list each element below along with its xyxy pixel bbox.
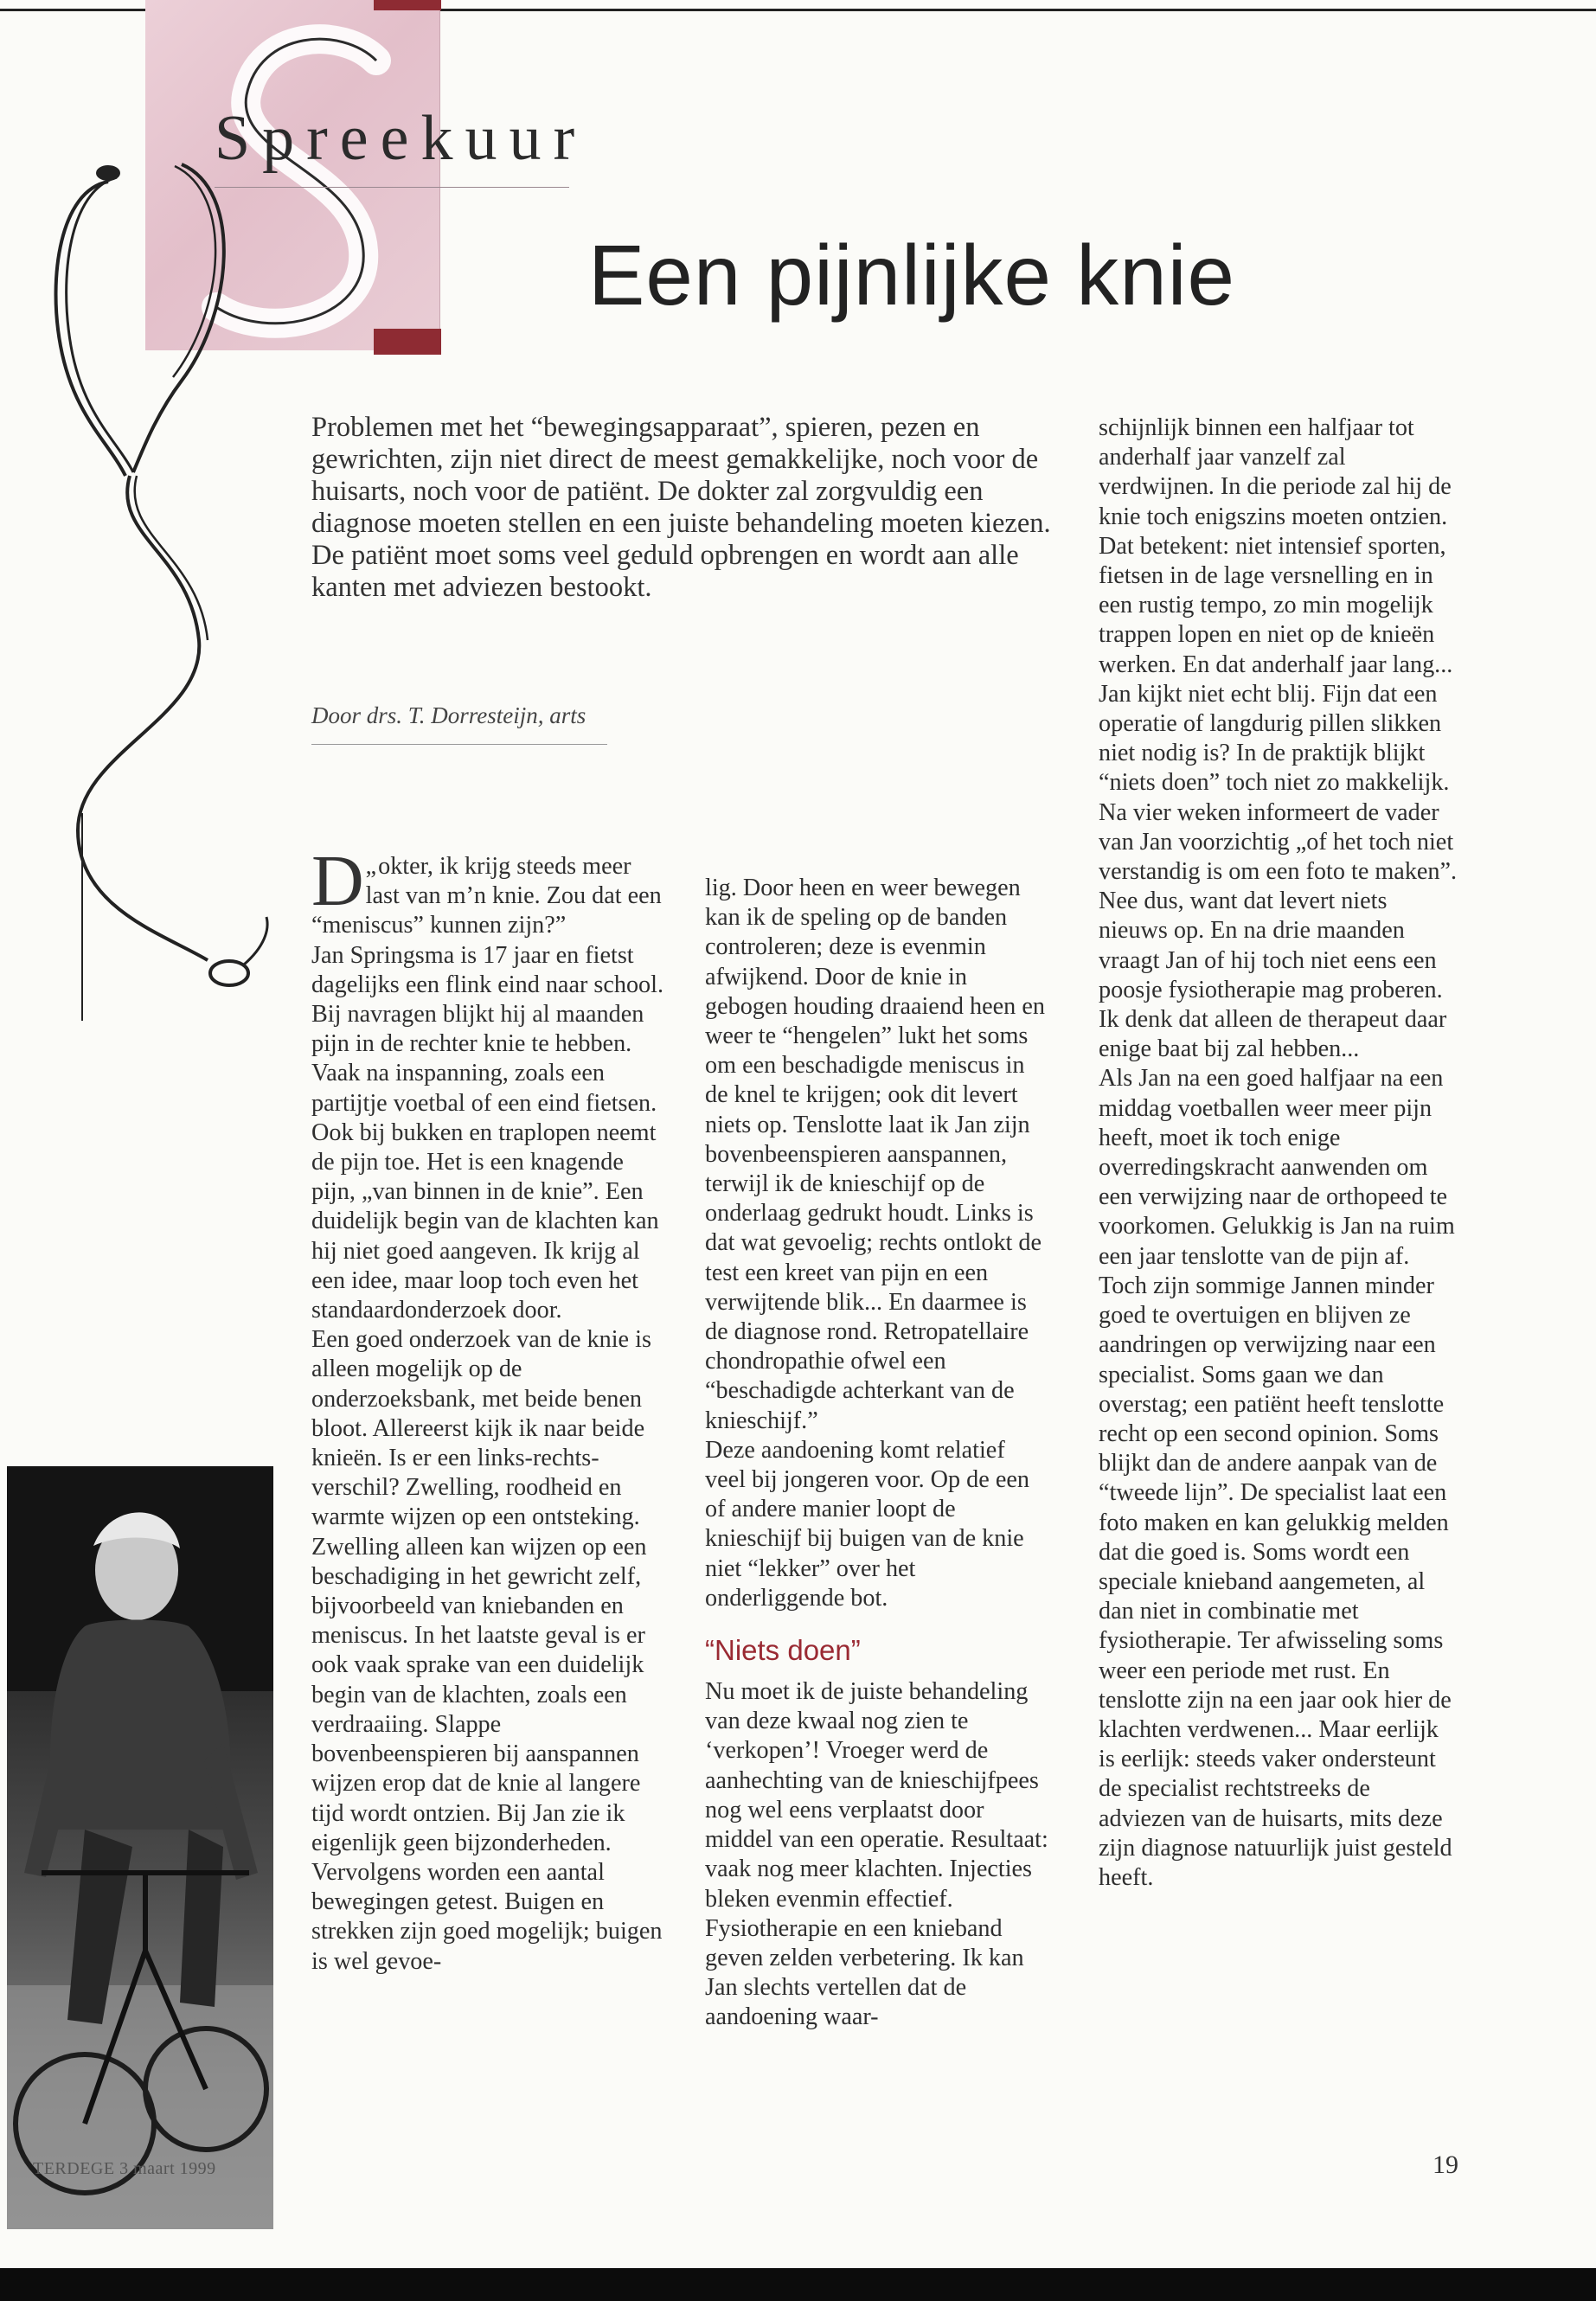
rubric-underline	[215, 187, 569, 188]
cyclist-photo	[7, 1466, 273, 2229]
body-paragraph: Een goed onderzoek van de knie is alleen mogelijk op de onderzoeksbank, met beide benen bloot. Allereerst kijk ik naar beide knieën. Is er een links-rechts-verschil? Zwelling, roodheid en warmte wijzen op een ontsteking. Zwelling alleen kan wijzen op een beschadiging in het gewricht zelf, bijvoorbeeld van kniebanden en meniscus. In het laatste geval is er ook vaak sprake van een duidelijk begin van de klachten, zoals een verdraaiing. Slappe bovenbeenspieren bij aanspannen wijzen erop dat de knie al langere tijd wordt ontzien. Bij Jan zie ik eigenlijk geen bijzonderheden. Vervolgens worden een aantal bewegingen getest. Buigen en strekken zijn goed mogelijk; buigen is wel gevoe-	[311, 1326, 663, 1975]
body-paragraph: lig. Door heen en weer bewegen kan ik de speling op de banden controleren; deze is evenmin afwijkend. Door de knie in gebogen houding draaiend heen en weer te “hengelen” lukt het soms om een beschadigde meniscus in de knel te krijgen; ook dit levert niets op. Tenslotte laat ik Jan zijn bovenbeenspieren aanspannen, terwijl ik de knieschijf op de onderlaag gedrukt houdt. Links is dat wat gevoelig; rechts ontlokt de test een kreet van pijn en een verwijtende blik... En daarmee is de diagnose rond. Retropatellaire chondropathie ofwel een “beschadigde achterkant van de knieschijf.”	[705, 875, 1045, 1434]
section-subhead: “Niets doen”	[705, 1634, 861, 1667]
lead-paragraph	[311, 841, 670, 941]
text-column-2	[705, 874, 1051, 2033]
body-paragraph: Jan Springsma is 17 jaar en fietst dagelijks een flink eind naar school. Bij navragen blijkt hij al maanden pijn in de rechter knie te hebben. Vaak na inspanning, zoals een partijtje voetbal of een eind fietsen. Ook bij bukken en traplopen neemt de pijn toe. Het is een knagende pijn, „van binnen in de knie”. Een duidelijk begin van de klachten kan hij niet goed aangeven. Ik krijg al een idee, maar loop toch even het standaardonderzoek door.	[311, 941, 664, 1324]
drop-cap: D	[311, 841, 364, 921]
body-paragraph: Als Jan na een goed halfjaar na een middag voetballen weer meer pijn heeft, moet ik toch enige overredingskracht aanwenden om een verwijzing naar de orthopeed te voorkomen. Gelukkig is Jan na ruim een jaar tenslotte van de pijn af. Toch zijn sommige Jannen minder goed te overtuigen en blijven ze aandringen op verwijzing naar een specialist. Soms gaan we dan overstag; een patiënt heeft tenslotte recht op een second opinion. Soms blijkt dan de andere aanpak van de “tweede lijn”. De specialist laat een foto maken en kan gelukkig melden dat die goed is. Soms wordt een speciale knieband aangemeten, al dan niet in combinatie met fysiotherapie. Ter afwisseling soms weer een periode met rust. En tenslotte zijn na een jaar ook hier de klachten verdwenen... Maar eerlijk is eerlijk: steeds vaker ondersteunt de specialist rechtstreeks de adviezen van de huisarts, mits deze zijn diagnose natuurlijk juist gesteld heeft.	[1099, 1065, 1455, 1891]
text-column-1	[311, 841, 670, 1977]
cyclist-photo-illustration	[7, 1466, 273, 2229]
body-paragraph: schijnlijk binnen een halfjaar tot anderhalf jaar vanzelf zal verdwijnen. In die periode zal hij de knie toch enigszins moeten ontzien. Dat betekent: niet intensief sporten, fietsen in de lage versnelling en in een rustig tempo, zo min mogelijk trappen lopen en niet op de knieën werken. En dat anderhalf jaar lang... Jan kijkt niet echt blij. Fijn dat een operatie of langdurig pillen slikken niet nodig is? In de praktijk blijkt “niets doen” toch niet zo makkelijk.	[1099, 414, 1453, 797]
article-byline: Door drs. T. Dorresteijn, arts	[311, 702, 586, 728]
body-paragraph: Na vier weken informeert de vader van Jan voorzichtig „of het toch niet verstandig is om een foto te maken”. Nee dus, want dat levert niets nieuws op. En na drie maanden vraagt Jan of hij toch niet eens een poosje fysiotherapie mag proberen. Ik denk dat alleen de therapeut daar enige baat bij zal hebben...	[1099, 798, 1458, 1063]
bottom-border-band	[0, 2268, 1596, 2301]
lead-text: okter, ik krijg steeds meer last van m’n knie. Zou dat een “meniscus” kunnen zijn?”	[311, 853, 662, 939]
stethoscope-illustration	[43, 156, 303, 1021]
byline-rule	[311, 744, 607, 745]
publication-footer: TERDEGE 3 maart 1999	[33, 2159, 216, 2178]
opening-quote: „	[365, 853, 377, 880]
article-intro: Problemen met het “bewegingsapparaat”, spieren, pezen en gewrichten, zijn niet direct de meest gemakkelijke, noch voor de huisarts, noch voor de patiënt. De dokter zal zorgvuldig een diagnose moeten stellen en een juiste behandeling moeten kiezen. De patiënt moet soms veel geduld opbrengen en wordt aan alle kanten met adviezen bestookt.	[311, 412, 1051, 603]
body-paragraph: Nu moet ik de juiste behandeling van deze kwaal nog zien te ‘verkopen’! Vroeger werd de aanhechting van de knieschijfpees nog wel eens verplaatst door middel van een operatie. Resultaat: vaak nog meer klachten. Injecties bleken evenmin effectief. Fysiotherapie en een knieband geven zelden verbetering. Ik kan Jan slechts vertellen dat de aandoening waar-	[705, 1678, 1048, 2031]
body-paragraph: Deze aandoening komt relatief veel bij jongeren voor. Op de een of andere manier loopt de knieschijf bij buigen van de knie niet “lekker” over het onderliggende bot.	[705, 1436, 1029, 1612]
article-title: Een pijnlijke knie	[588, 228, 1235, 323]
page-number: 19	[1433, 2150, 1458, 2179]
text-column-3	[1099, 413, 1458, 1893]
rubric-label: Spreekuur	[215, 103, 587, 174]
